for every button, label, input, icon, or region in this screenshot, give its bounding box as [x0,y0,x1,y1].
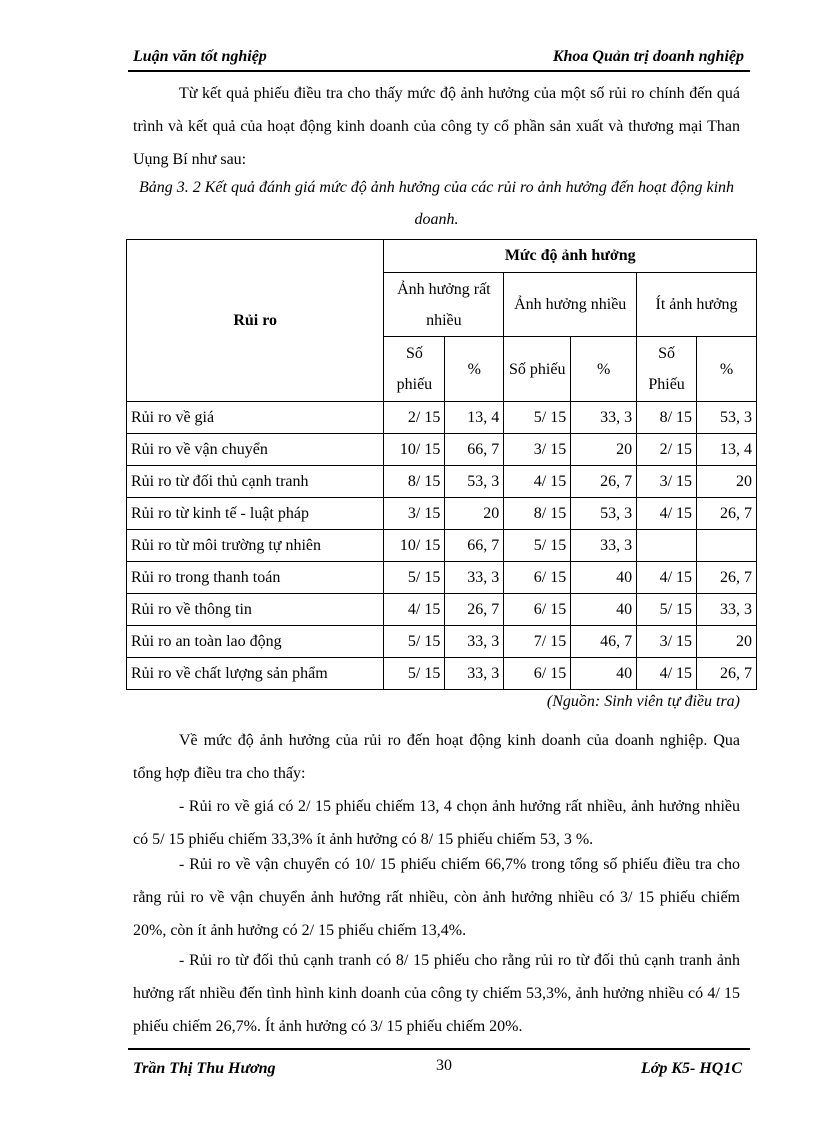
table-cell: 26, 7 [697,658,757,690]
source-note: (Nguồn: Sinh viên tự điều tra) [546,693,740,710]
table-cell: 7/ 15 [504,626,571,658]
header-rule [128,70,750,72]
table-cell: 4/ 15 [637,498,697,530]
header-count: Số phiếu [384,337,445,402]
header-count: Số Phiếu [637,337,697,402]
table-cell: 4/ 15 [504,466,571,498]
table-cell: 6/ 15 [504,594,571,626]
table-cell: 26, 7 [571,466,637,498]
table-cell: 46, 7 [571,626,637,658]
header-impact-level: Mức độ ảnh hưởng [384,240,757,273]
table-cell: 53, 3 [571,498,637,530]
table-cell: 10/ 15 [384,434,445,466]
table-cell: 20 [697,626,757,658]
footer-class: Lớp K5- HQ1C [640,1060,742,1077]
header-level-much: Ảnh hưởng nhiều [504,273,637,337]
table-cell: 8/ 15 [384,466,445,498]
risk-name: Rủi ro từ đối thủ cạnh tranh [127,466,384,498]
table-cell: 26, 7 [697,498,757,530]
table-cell: 40 [571,562,637,594]
table-cell: 5/ 15 [504,530,571,562]
risk-name: Rủi ro an toàn lao động [127,626,384,658]
risk-name: Rủi ro từ môi trường tự nhiên [127,530,384,562]
risk-name: Rủi ro từ kinh tế - luật pháp [127,498,384,530]
table-cell: 6/ 15 [504,658,571,690]
table-cell: 5/ 15 [384,626,445,658]
table-cell: 33, 3 [445,658,504,690]
table-cell: 6/ 15 [504,562,571,594]
header-percent: % [697,337,757,402]
intro-paragraph: Từ kết quả phiếu điều tra cho thấy mức độ ảnh hưởng của một số rủi ro chính đến quá trình và kết quả của hoạt động kinh doanh của công ty cổ phần sản xuất và thương mại Than Uụng Bí như sau: [133,85,740,168]
table-cell: 5/ 15 [504,402,571,434]
table-row [127,466,757,498]
table-cell: 26, 7 [445,594,504,626]
table-cell: 33, 3 [571,402,637,434]
table-cell: 2/ 15 [384,402,445,434]
risk-name: Rủi ro trong thanh toán [127,562,384,594]
transport-risk-paragraph: - Rủi ro về vận chuyển có 10/ 15 phiếu chiếm 66,7% trong tổng số phiếu điều tra cho rằng rủi ro về vận chuyển ảnh hưởng rất nhiều, còn ảnh hưởng nhiều có 3/ 15 phiếu chiếm 20%, còn ít ảnh hưởng có 2/ 15 phiếu chiếm 13,4%. [133,856,740,939]
risk-name: Rủi ro về vận chuyển [127,434,384,466]
table-cell: 3/ 15 [384,498,445,530]
header-level-very-much: Ảnh hưởng rất nhiều [384,273,504,337]
risk-name: Rủi ro về chất lượng sản phẩm [127,658,384,690]
table-cell: 26, 7 [697,562,757,594]
table-row [127,530,757,562]
header-percent: % [571,337,637,402]
table-cell: 4/ 15 [637,658,697,690]
header-count: Số phiếu [504,337,571,402]
table-cell: 8/ 15 [504,498,571,530]
table-cell: 4/ 15 [384,594,445,626]
table-cell: 5/ 15 [384,658,445,690]
table-cell: 20 [571,434,637,466]
table-cell: 33, 3 [445,626,504,658]
table-cell: 5/ 15 [637,594,697,626]
table-row [127,434,757,466]
competitor-risk-paragraph: - Rủi ro từ đối thủ cạnh tranh có 8/ 15 phiếu cho rằng rủi ro từ đối thủ cạnh tranh ảnh hưởng rất nhiều đến tình hình kinh doanh của công ty chiếm 53,3%, ảnh hưởng nhiều có 4/ 15 phiếu chiếm 26,7%. Ít ảnh hưởng có 3/ 15 phiếu chiếm 20%. [133,952,740,1035]
table-cell: 53, 3 [445,466,504,498]
table-cell: 13, 4 [445,402,504,434]
footer-author: Trần Thị Thu Hương [133,1060,276,1077]
table-cell: 66, 7 [445,434,504,466]
table-cell: 33, 3 [445,562,504,594]
table-cell: 40 [571,658,637,690]
table-row [127,562,757,594]
table-row [127,626,757,658]
table-cell: 5/ 15 [384,562,445,594]
table-cell: 33, 3 [571,530,637,562]
table-cell [637,530,697,562]
header-percent: % [445,337,504,402]
table-cell: 13, 4 [697,434,757,466]
table-cell: 3/ 15 [504,434,571,466]
table-cell: 40 [571,594,637,626]
table-cell: 4/ 15 [637,562,697,594]
header-right: Khoa Quản trị doanh nghiệp [552,48,744,65]
table-cell: 2/ 15 [637,434,697,466]
table-cell: 20 [445,498,504,530]
table-cell: 33, 3 [697,594,757,626]
table-cell: 53, 3 [697,402,757,434]
risk-name: Rủi ro về thông tin [127,594,384,626]
price-risk-paragraph: - Rủi ro về giá có 2/ 15 phiếu chiếm 13, 4 chọn ảnh hưởng rất nhiều, ảnh hưởng nhiều có 5/ 15 phiếu chiếm 33,3% ít ảnh hưởng có 8/ 15 phiếu chiếm 53, 3 %. [133,798,740,848]
table-row [127,594,757,626]
table-cell: 3/ 15 [637,466,697,498]
table-cell: 3/ 15 [637,626,697,658]
risk-table [126,239,757,690]
table-row [127,658,757,690]
risk-name: Rủi ro về giá [127,402,384,434]
summary-paragraph: Về mức độ ảnh hưởng của rủi ro đến hoạt động kinh doanh của doanh nghiệp. Qua tổng hợp điều tra cho thấy: [133,732,740,782]
footer-rule [128,1048,750,1050]
table-row [127,498,757,530]
header-level-little: Ít ảnh hưởng [637,273,757,337]
header-risk: Rủi ro [127,240,384,402]
table-cell [697,530,757,562]
table-cell: 10/ 15 [384,530,445,562]
header-left: Luận văn tốt nghiệp [133,48,267,65]
page-number: 30 [436,1057,452,1074]
table-row [127,402,757,434]
table-caption: Bảng 3. 2 Kết quả đánh giá mức độ ảnh hưởng của các rủi ro ảnh hưởng đến hoạt động kinh doanh. [138,179,735,228]
table-cell: 8/ 15 [637,402,697,434]
table-cell: 66, 7 [445,530,504,562]
table-cell: 20 [697,466,757,498]
